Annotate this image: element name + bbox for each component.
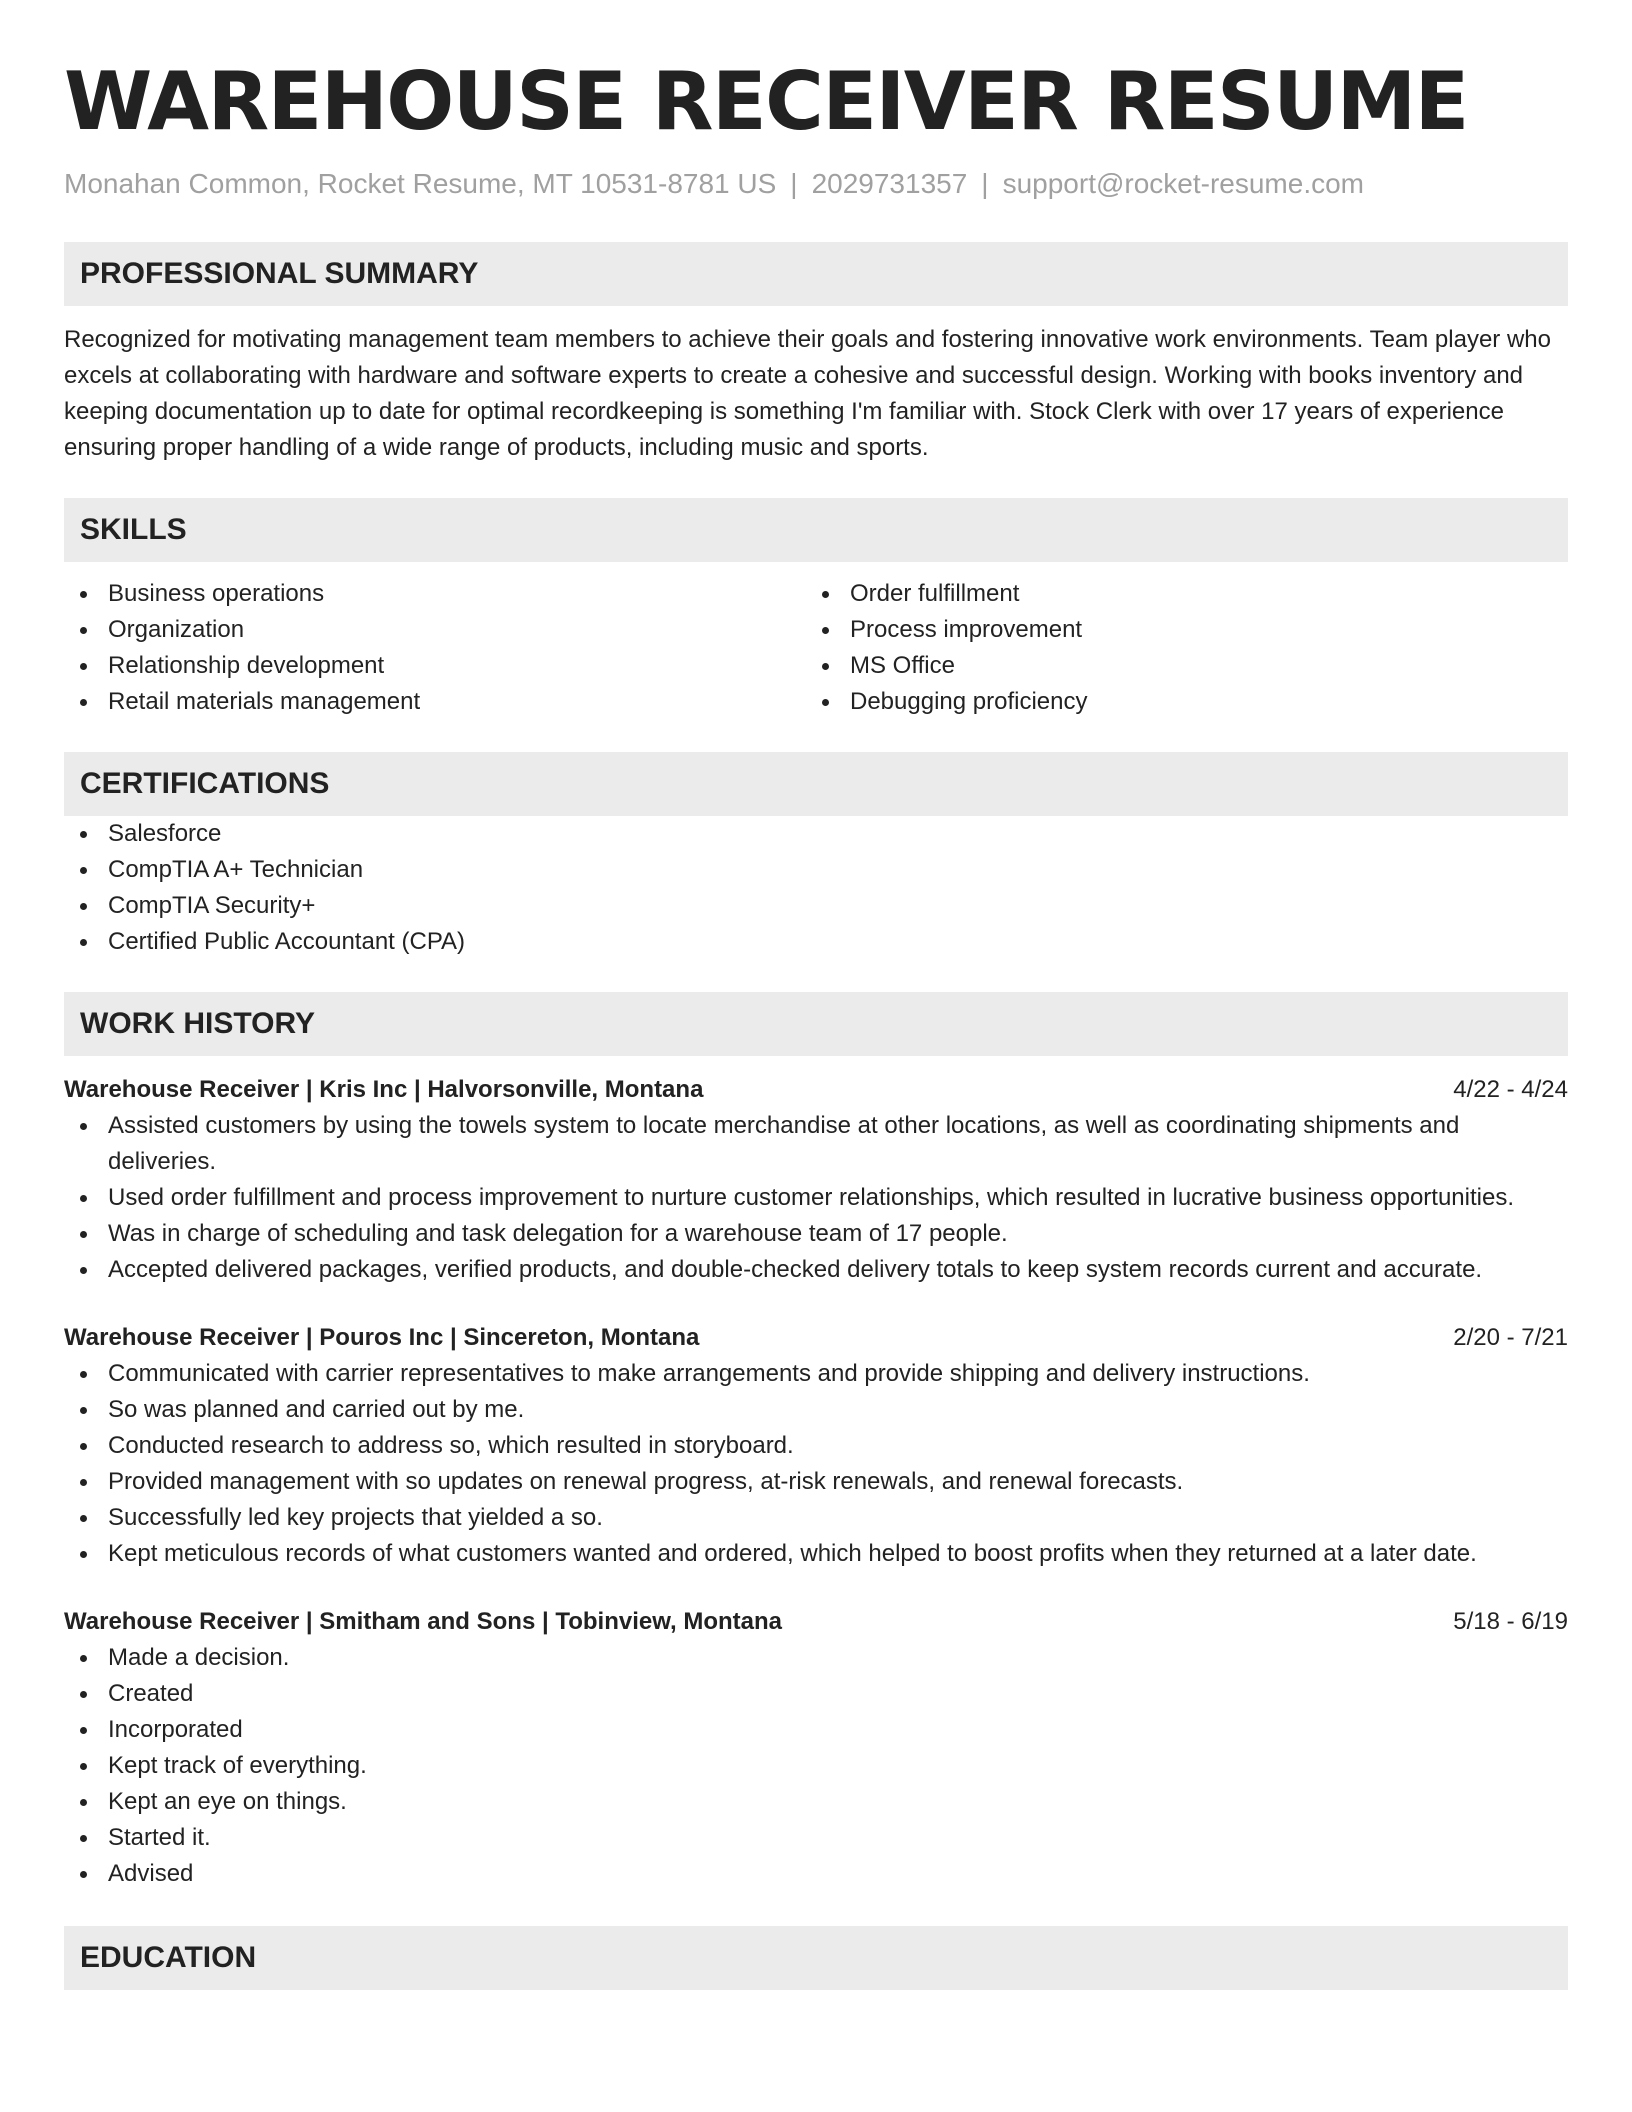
skill-item: Business operations bbox=[64, 576, 806, 612]
job-bullet: Kept track of everything. bbox=[64, 1748, 1568, 1784]
job-bullet: Created bbox=[64, 1676, 1568, 1712]
job-title: Warehouse Receiver | Smitham and Sons | Tobinview, Montana bbox=[64, 1608, 783, 1635]
skills-column-left bbox=[64, 576, 806, 720]
job-bullet: Successfully led key projects that yielded a so. bbox=[64, 1500, 1568, 1536]
skill-item: Order fulfillment bbox=[806, 576, 1548, 612]
job-dates: 5/18 - 6/19 bbox=[1453, 1608, 1568, 1635]
certification-item: CompTIA A+ Technician bbox=[64, 852, 1568, 888]
skill-item: Retail materials management bbox=[64, 684, 806, 720]
contact-separator: | bbox=[790, 168, 798, 199]
contact-separator: | bbox=[981, 168, 989, 199]
job-title: Warehouse Receiver | Pouros Inc | Sincereton, Montana bbox=[64, 1324, 700, 1351]
section-header-professional-summary: PROFESSIONAL SUMMARY bbox=[64, 242, 1568, 306]
section-header-skills: SKILLS bbox=[64, 498, 1568, 562]
job-bullet: Kept meticulous records of what customers wanted and ordered, which helped to boost profits when they returned at a later date. bbox=[64, 1536, 1568, 1572]
certification-item: Certified Public Accountant (CPA) bbox=[64, 924, 1568, 960]
job-header bbox=[64, 1072, 1568, 1108]
job-entry bbox=[64, 1072, 1568, 1288]
job-bullet: Made a decision. bbox=[64, 1640, 1568, 1676]
job-bullet: Started it. bbox=[64, 1820, 1568, 1856]
job-bullets bbox=[64, 1640, 1568, 1892]
job-bullet: Accepted delivered packages, verified products, and double-checked delivery totals to keep system records current and accurate. bbox=[64, 1252, 1568, 1288]
skill-item: Debugging proficiency bbox=[806, 684, 1548, 720]
job-bullet: So was planned and carried out by me. bbox=[64, 1392, 1568, 1428]
job-dates: 2/20 - 7/21 bbox=[1453, 1324, 1568, 1351]
skill-item: Organization bbox=[64, 612, 806, 648]
job-bullets bbox=[64, 1356, 1568, 1572]
skill-item: Relationship development bbox=[64, 648, 806, 684]
job-entry bbox=[64, 1320, 1568, 1572]
skills-list bbox=[64, 576, 1568, 720]
skills-column-right bbox=[806, 576, 1548, 720]
job-title: Warehouse Receiver | Kris Inc | Halvorsonville, Montana bbox=[64, 1076, 704, 1103]
certifications-list bbox=[64, 816, 1568, 960]
job-bullet: Was in charge of scheduling and task delegation for a warehouse team of 17 people. bbox=[64, 1216, 1568, 1252]
contact-line bbox=[64, 166, 1568, 202]
summary-text: Recognized for motivating management team members to achieve their goals and fostering innovative work environments. Team player who excels at collaborating with hardware and software experts to create a cohesive and successful design. Working with books inventory and keeping documentation up to date for optimal recordkeeping is something I'm familiar with. Stock Clerk with over 17 years of experience ensuring proper handling of a wide range of products, including music and sports. bbox=[64, 326, 1551, 461]
contact-phone: 2029731357 bbox=[811, 168, 968, 199]
job-bullets bbox=[64, 1108, 1568, 1288]
skill-item: MS Office bbox=[806, 648, 1548, 684]
job-bullet: Advised bbox=[64, 1856, 1568, 1892]
resume-title: WAREHOUSE RECEIVER RESUME bbox=[64, 55, 1468, 148]
job-bullet: Kept an eye on things. bbox=[64, 1784, 1568, 1820]
certification-item: Salesforce bbox=[64, 816, 1568, 852]
section-header-certifications: CERTIFICATIONS bbox=[64, 752, 1568, 816]
job-bullet: Conducted research to address so, which resulted in storyboard. bbox=[64, 1428, 1568, 1464]
job-bullet: Incorporated bbox=[64, 1712, 1568, 1748]
job-header bbox=[64, 1320, 1568, 1356]
certification-item: CompTIA Security+ bbox=[64, 888, 1568, 924]
section-header-education: EDUCATION bbox=[64, 1926, 1568, 1990]
job-header bbox=[64, 1604, 1568, 1640]
job-bullet: Communicated with carrier representatives to make arrangements and provide shipping and delivery instructions. bbox=[64, 1356, 1568, 1392]
job-bullet: Provided management with so updates on renewal progress, at-risk renewals, and renewal forecasts. bbox=[64, 1464, 1568, 1500]
job-bullet: Assisted customers by using the towels system to locate merchandise at other locations, as well as coordinating shipments and deliveries. bbox=[64, 1108, 1568, 1180]
contact-address: Monahan Common, Rocket Resume, MT 10531-8781 US bbox=[64, 168, 777, 199]
skill-item: Process improvement bbox=[806, 612, 1548, 648]
job-dates: 4/22 - 4/24 bbox=[1453, 1076, 1568, 1103]
resume-page bbox=[64, 0, 1568, 1990]
job-bullet: Used order fulfillment and process improvement to nurture customer relationships, which resulted in lucrative business opportunities. bbox=[64, 1180, 1568, 1216]
contact-email: support@rocket-resume.com bbox=[1002, 168, 1365, 199]
section-header-work-history: WORK HISTORY bbox=[64, 992, 1568, 1056]
job-entry bbox=[64, 1604, 1568, 1892]
